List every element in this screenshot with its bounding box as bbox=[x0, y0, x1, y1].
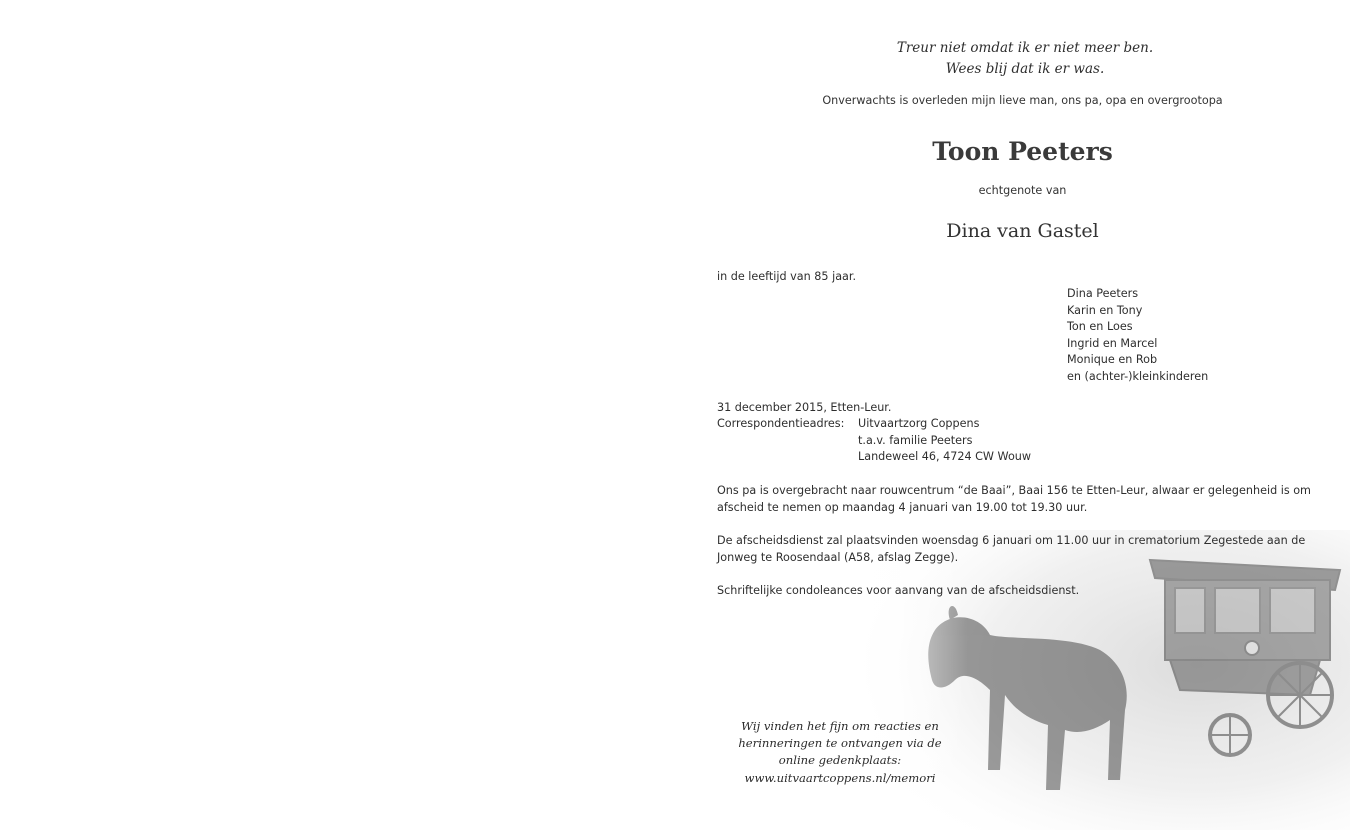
announcement-page bbox=[700, 0, 1350, 839]
online-line: Wij vinden het fijn om reacties en bbox=[741, 719, 939, 733]
family-member: Monique en Rob bbox=[1067, 353, 1158, 367]
family-list bbox=[1067, 286, 1208, 386]
spouse-name: Dina van Gastel bbox=[946, 220, 1099, 242]
intro-text: Onverwachts is overleden mijn lieve man, ons pa, opa en overgrootopa bbox=[822, 94, 1223, 107]
online-line: online gedenkplaats: bbox=[778, 753, 902, 768]
age-text: in de leeftijd van 85 jaar. bbox=[717, 270, 857, 283]
online-line: herinneringen te ontvangen via de bbox=[738, 736, 942, 751]
correspondence-label: Correspondentieadres: bbox=[717, 417, 845, 430]
poem-line-2: Wees blij dat ik er was. bbox=[945, 61, 1105, 77]
family-member: Ingrid en Marcel bbox=[1067, 336, 1158, 350]
online-memorial-link[interactable]: www.uitvaartcoppens.nl/memori bbox=[744, 770, 936, 785]
paragraph-condolences: Schriftelijke condoleances voor aanvang van de afscheidsdienst. bbox=[717, 584, 1080, 597]
spouse-label: echtgenote van bbox=[978, 184, 1067, 197]
deceased-name: Toon Peeters bbox=[932, 137, 1113, 166]
online-memorial-note bbox=[720, 718, 960, 787]
date-place: 31 december 2015, Etten-Leur. bbox=[717, 401, 892, 414]
family-member: en (achter-)kleinkinderen bbox=[1067, 369, 1209, 383]
address-line: t.a.v. familie Peeters bbox=[858, 433, 973, 447]
correspondence-lines bbox=[858, 416, 1031, 466]
poem-line-1: Treur niet omdat ik er niet meer ben. bbox=[896, 40, 1154, 56]
address-line: Uitvaartzorg Coppens bbox=[858, 417, 980, 430]
family-member: Ton en Loes bbox=[1067, 320, 1133, 334]
address-line: Landeweel 46, 4724 CW Wouw bbox=[858, 450, 1032, 464]
paragraph-service: De afscheidsdienst zal plaatsvinden woensdag 6 januari om 11.00 uur in crematorium Zegestede aan de Jonweg te Roosendaal (A58, afslag Zegge). bbox=[717, 534, 1306, 564]
family-member: Karin en Tony bbox=[1067, 303, 1143, 317]
family-member: Dina Peeters bbox=[1067, 287, 1139, 300]
poem bbox=[700, 38, 1350, 80]
paragraph-viewing: Ons pa is overgebracht naar rouwcentrum “de Baai”, Baai 156 te Etten-Leur, alwaar er gelegenheid is om afscheid te nemen op maandag 4 januari van 19.00 tot 19.30 uur. bbox=[717, 484, 1311, 514]
